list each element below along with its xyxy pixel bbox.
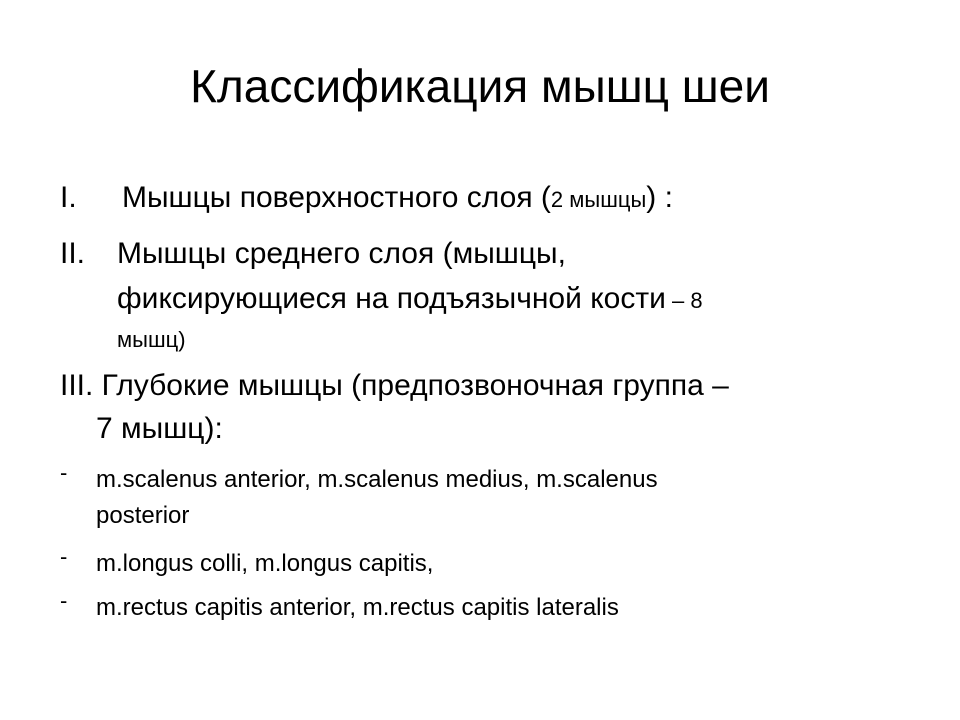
- item-1-end-text: ) :: [646, 181, 673, 214]
- subitem-1-line1: m.scalenus anterior, m.scalenus medius, m.scalenus: [96, 466, 658, 493]
- item-2-numeral: II.: [60, 237, 86, 270]
- item-2-line2-count: – 8: [665, 288, 703, 313]
- subitem-2-marker: -: [60, 544, 68, 569]
- subitem-3-marker: -: [60, 588, 68, 613]
- slide-title: Классификация мышц шеи: [190, 60, 770, 112]
- item-1-text: [122, 180, 673, 218]
- item-3-line2: 7 мышц):: [96, 412, 223, 445]
- subitem-1-marker: -: [60, 460, 68, 485]
- subitem-1-line2: posterior: [96, 502, 190, 529]
- item-2-line2: [117, 281, 703, 319]
- item-1-numeral: I.: [60, 181, 77, 214]
- subitem-3-line1: m.rectus capitis anterior, m.rectus capitis lateralis: [96, 594, 619, 621]
- item-2-line3: мышц): [117, 327, 186, 352]
- item-1-main-text: Мышцы поверхностного слоя (: [122, 181, 551, 214]
- subitem-2-line1: m.longus colli, m.longus capitis,: [96, 550, 434, 577]
- item-2-line2-main: фиксирующиеся на подъязычной кости: [117, 282, 666, 315]
- item-1-count-text: 2 мышцы: [550, 187, 647, 212]
- item-2-line1: Мышцы среднего слоя (мышцы,: [117, 237, 566, 270]
- item-3-line1: III. Глубокие мышцы (предпозвоночная группа –: [60, 369, 729, 402]
